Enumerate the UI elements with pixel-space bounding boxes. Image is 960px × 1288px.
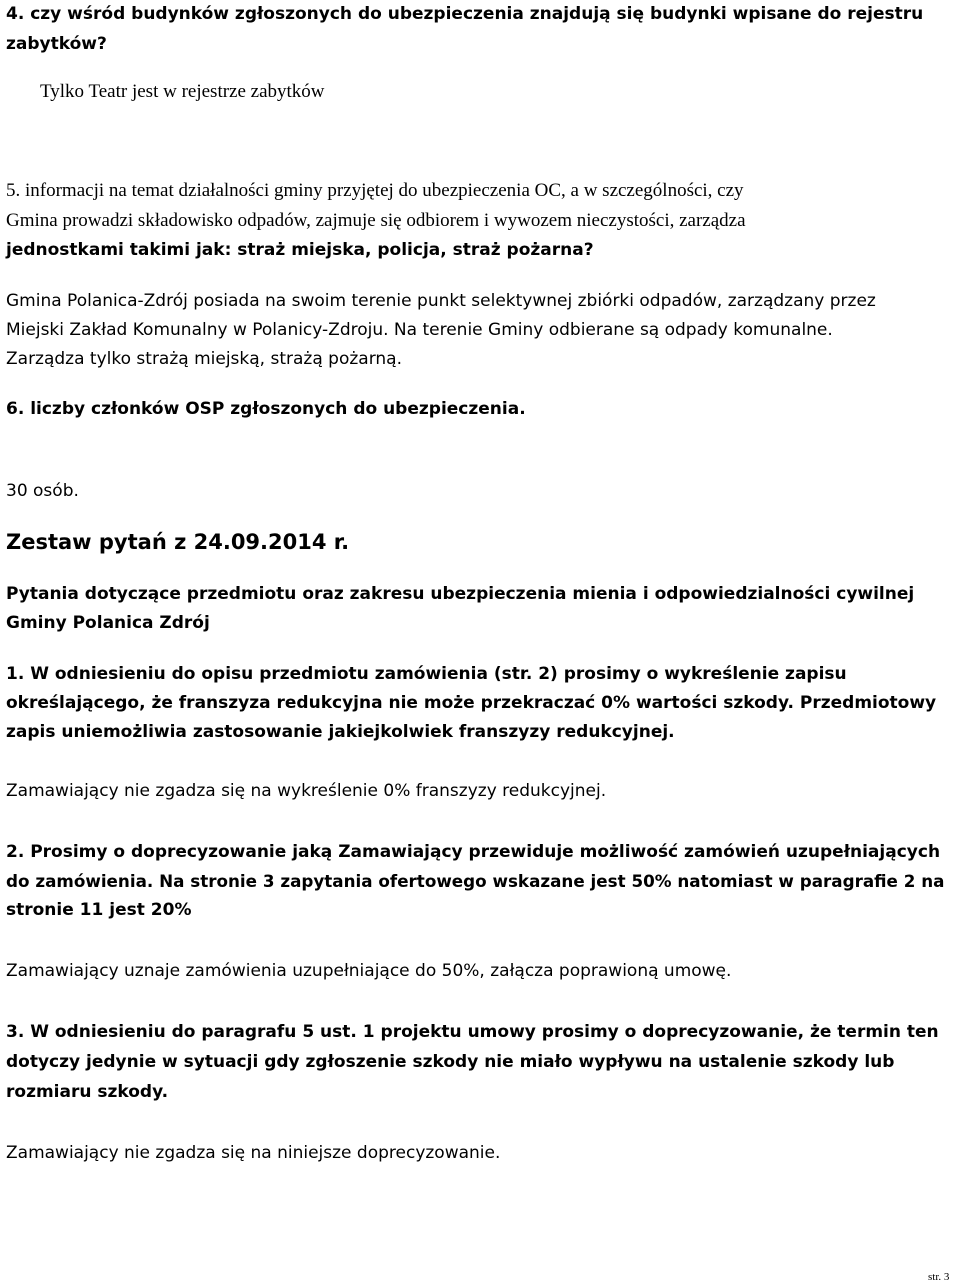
item1-question-line-1: 1. W odniesieniu do opisu przedmiotu zamówienia (str. 2) prosimy o wykreślenie zapisu bbox=[6, 664, 847, 684]
q5-answer-line-2: Miejski Zakład Komunalny w Polanicy-Zdroju. Na terenie Gminy odbierane są odpady komunalne. bbox=[6, 320, 833, 340]
q4-question-line-2: zabytków? bbox=[6, 34, 107, 54]
q5-question-line-1: 5. informacji na temat działalności gminy przyjętej do ubezpieczenia OC, a w szczególności, czy bbox=[6, 180, 744, 201]
item2-question-line-2: do zamówienia. Na stronie 3 zapytania ofertowego wskazane jest 50% natomiast w paragrafie 2 na bbox=[6, 871, 945, 891]
item3-question-line-3: rozmiaru szkody. bbox=[6, 1082, 169, 1102]
q6-answer: 30 osób. bbox=[6, 481, 79, 501]
item2-question-line-3: stronie 11 jest 20% bbox=[6, 900, 192, 920]
page-number: str. 3 bbox=[928, 1271, 950, 1283]
q4-answer: Tylko Teatr jest w rejestrze zabytków bbox=[40, 81, 325, 102]
item1-answer: Zamawiający nie zgadza się na wykreślenie 0% franszyzy redukcyjnej. bbox=[6, 781, 607, 801]
item1-question-line-3: zapis uniemożliwia zastosowanie jakiejkolwiek franszyzy redukcyjnej. bbox=[6, 722, 675, 742]
q5-question-line-3: jednostkami takimi jak: straż miejska, policja, straż pożarna? bbox=[6, 240, 594, 260]
item3-question-line-1: 3. W odniesieniu do paragrafu 5 ust. 1 projektu umowy prosimy o doprecyzowanie, że termin ten bbox=[6, 1022, 939, 1042]
set-title: Zestaw pytań z 24.09.2014 r. bbox=[6, 530, 350, 554]
item3-answer: Zamawiający nie zgadza się na niniejsze doprecyzowanie. bbox=[6, 1143, 501, 1163]
q6-question: 6. liczby członków OSP zgłoszonych do ubezpieczenia. bbox=[6, 399, 526, 419]
item2-answer: Zamawiający uznaje zamówienia uzupełniające do 50%, załącza poprawioną umowę. bbox=[6, 961, 732, 981]
item3-question-line-2: dotyczy jedynie w sytuacji gdy zgłoszenie szkody nie miało wypływu na ustalenie szkody lub bbox=[6, 1052, 895, 1072]
q5-answer-line-1: Gmina Polanica-Zdrój posiada na swoim terenie punkt selektywnej zbiórki odpadów, zarządzany przez bbox=[6, 291, 876, 311]
item2-question-line-1: 2. Prosimy o doprecyzowanie jaką Zamawiający przewiduje możliwość zamówień uzupełniających bbox=[6, 842, 941, 862]
q5-question-line-2: Gmina prowadzi składowisko odpadów, zajmuje się odbiorem i wywozem nieczystości, zarządza bbox=[6, 210, 746, 231]
set-subtitle-line-1: Pytania dotyczące przedmiotu oraz zakresu ubezpieczenia mienia i odpowiedzialności cywilnej bbox=[6, 584, 915, 604]
set-subtitle-line-2: Gminy Polanica Zdrój bbox=[6, 613, 210, 633]
q4-question-line-1: 4. czy wśród budynków zgłoszonych do ubezpieczenia znajdują się budynki wpisane do rejestru bbox=[6, 4, 924, 24]
q5-answer-line-3: Zarządza tylko strażą miejską, strażą pożarną. bbox=[6, 349, 402, 369]
item1-question-line-2: określającego, że franszyza redukcyjna nie może przekraczać 0% wartości szkody. Przedmiotowy bbox=[6, 693, 937, 713]
